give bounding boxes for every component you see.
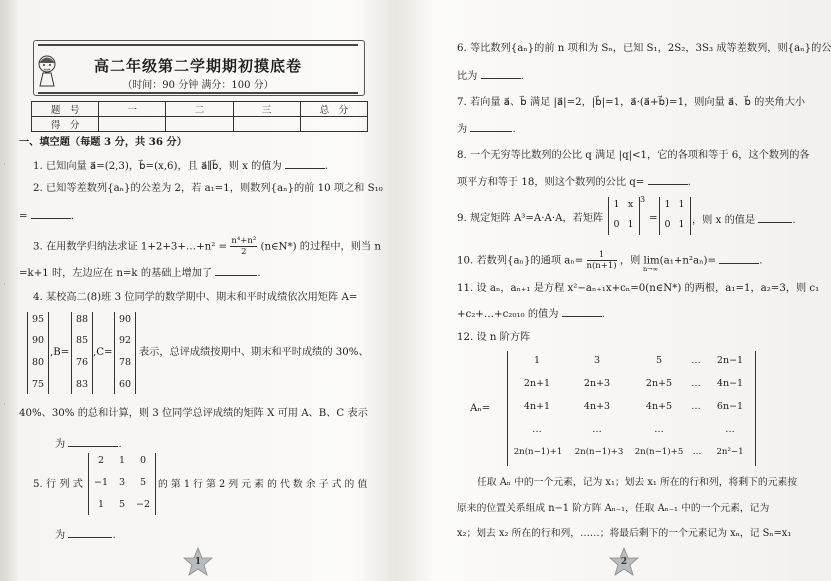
limit-subscript: n→∞ <box>643 265 659 273</box>
question-3-line2: =k+1 时，左边应在 n=k 的基础上增加了 . <box>19 265 261 281</box>
question-5-line2: 为 . <box>55 527 116 543</box>
answer-blank[interactable] <box>215 265 257 276</box>
matrix-a-cell: 75 <box>31 379 45 390</box>
matrix-an-cell: … <box>691 378 701 389</box>
matrix-b-label: ,B= <box>50 347 70 358</box>
matrix-an-cell: … <box>692 447 702 457</box>
question-10: 10. 若数列{aₙ}的通项 aₙ= $\frac{1}{n(n+1)}$ ，则 lim(a₁+n²aₙ)= . <box>457 250 763 271</box>
title-header <box>38 44 358 94</box>
question-1: 1. 已知向量 a⃗=(2,3)，b⃗=(x,6)，且 a⃗∥b⃗，则 x 的值为 . <box>33 158 328 174</box>
question-8-line1: 8. 一个无穷等比数列的公比 q 满足 |q|<1，它的各项和等于 6，这个数列的各 <box>457 150 810 161</box>
question-6-line2: 比为 . <box>457 68 524 84</box>
question-6-line2-text: 比为 <box>457 71 478 82</box>
matrix-an-cell: 2n²−1 <box>716 447 744 457</box>
score-input-cell[interactable] <box>300 117 367 132</box>
matrix-an-cell: 6n−1 <box>716 401 744 412</box>
question-5-tail: 的 第 1 行 第 2 列 元 素 的 代 数 余 子 式 的 值 <box>158 479 368 490</box>
question-4-line4: 为 . <box>55 436 122 452</box>
question-9-tail-text: ，则 x 的值是 <box>692 215 756 226</box>
determinant-cell: 1 <box>118 455 126 466</box>
matrix-c-cell: 78 <box>118 357 132 368</box>
question-4-line1: 4. 某校高二(8)班 3 位同学的数学期中、期末和平时成绩依次用矩阵 A= <box>33 292 358 303</box>
matrix-b <box>71 312 93 394</box>
matrix-an-cell: 2n(n−1)+3 <box>574 447 624 457</box>
matrix-an-cell: 1 <box>533 355 541 366</box>
matrix-b-cell: 85 <box>75 335 89 346</box>
matrix-b-cell: 83 <box>75 379 89 390</box>
matrix-an-cell: 2n+3 <box>583 378 611 389</box>
question-1-text: 1. 已知向量 a⃗=(2,3)，b⃗=(x,6)，且 a⃗∥b⃗，则 x 的值为 <box>33 161 282 172</box>
matrix-cell: 1 <box>664 199 671 210</box>
matrix-an-cell: … <box>654 424 664 435</box>
fraction-denominator: 2 <box>241 247 247 257</box>
question-10-lead: 10. 若数列{aₙ}的通项 aₙ= <box>457 255 584 267</box>
fraction-numerator: 1 <box>587 250 617 261</box>
question-3-tail: (n∈N*) 的过程中，则当 n <box>260 241 381 253</box>
right-page <box>395 0 831 581</box>
question-3-fraction <box>230 236 257 257</box>
table-cell: 三 <box>233 102 300 117</box>
answer-blank[interactable] <box>31 208 71 219</box>
determinant-cell: −2 <box>135 499 150 510</box>
page-edge <box>0 0 18 581</box>
determinant <box>88 453 156 515</box>
answer-blank[interactable] <box>68 436 118 447</box>
determinant-cell: 2 <box>97 455 105 466</box>
page-number: 1 <box>194 557 202 567</box>
table-cell: 得 分 <box>32 117 99 132</box>
matrix-an-label: Aₙ= <box>470 403 491 414</box>
question-5-lead: 5. 行 列 式 <box>33 479 83 490</box>
question-6-line1: 6. 等比数列{aₙ}的前 n 项和为 Sₙ，已知 S₁，2S₂，3S₃ 成等差数列，则{aₙ}的公 <box>457 43 831 54</box>
matrix-cell: 1 <box>627 219 634 230</box>
question-7-line2-text: 为 <box>457 124 468 135</box>
answer-blank[interactable] <box>562 306 602 317</box>
determinant-cell: 5 <box>118 499 126 510</box>
determinant-cell: 0 <box>139 455 147 466</box>
matrix-an-cell: 2n(n−1)+5 <box>634 447 684 457</box>
score-table-score-row <box>32 117 368 132</box>
edge-mark: · <box>3 160 6 170</box>
matrix-exponent: 3 <box>640 195 646 204</box>
question-7-line1: 7. 若向量 a⃗、b⃗ 满足 |a⃗|=2，|b⃗|=1，a⃗·(a⃗+b⃗)=1，则向量 a⃗、b⃗ 的夹角大小 <box>457 97 806 108</box>
question-8-line2-text: 项平方和等于 18，则这个数列的公比 q= <box>457 177 645 188</box>
matrix-a <box>27 312 49 394</box>
matrix-cell: 0 <box>664 219 671 230</box>
matrix-a-cell: 95 <box>31 314 45 325</box>
matrix-an-cell: … <box>725 424 735 435</box>
determinant-cell: 1 <box>97 499 105 510</box>
matrix-cell: 1 <box>678 199 685 210</box>
exam-title: 高二年级第二学期期初摸底卷 <box>93 57 302 75</box>
question-12-line3: x₂；划去 x₂ 所在的行和列，……；将最后剩下的一个元素记为 xₙ，记 Sₙ=x₁ <box>457 528 792 539</box>
matrix-cell: 1 <box>613 199 620 210</box>
matrix-b-cell: 88 <box>75 314 89 325</box>
question-12-line2: 原来的位置关系组成 n−1 阶方阵 Aₙ₋₁，任取 Aₙ₋₁ 中的一个元素，记为 <box>457 503 770 514</box>
question-4-line4-text: 为 <box>55 439 66 450</box>
table-cell: 总 分 <box>300 102 367 117</box>
matrix-c-cell: 90 <box>118 314 132 325</box>
matrix-an-cell: … <box>592 424 602 435</box>
table-cell: 一 <box>99 102 166 117</box>
question-12-line1: 任取 Aₙ 中的一个元素，记为 x₁；划去 x₁ 所在的行和列，将剩下的元素按 <box>477 477 798 488</box>
section-heading: 一、填空题（每题 3 分，共 36 分） <box>19 136 187 148</box>
edge-mark: · <box>3 400 6 410</box>
matrix-b-cell: 76 <box>75 357 89 368</box>
matrix-an-cell: … <box>691 401 701 412</box>
matrix-c-cell: 60 <box>118 379 132 390</box>
left-page <box>0 0 395 581</box>
fraction-denominator: n(n+1) <box>586 261 617 271</box>
determinant-cell: 3 <box>118 477 126 488</box>
determinant-cell: 5 <box>139 477 147 488</box>
matrix-a-cell: 80 <box>31 357 45 368</box>
matrix-9-right <box>659 197 691 235</box>
matrix-an-cell: 4n−1 <box>716 378 744 389</box>
question-9-tail: ，则 x 的值是 . <box>692 212 796 228</box>
matrix-c-cell: 92 <box>118 335 132 346</box>
question-3-lead: 3. 在用数学归纳法求证 1+2+3+…+n² = <box>33 241 228 253</box>
question-2-equals: = <box>19 211 28 222</box>
matrix-c-label: ,C= <box>93 347 113 358</box>
question-11-line2-text: +c₂+…+c₂₀₁₀ 的值为 <box>457 309 559 320</box>
answer-blank[interactable] <box>68 527 112 538</box>
matrix-a-cell: 90 <box>31 335 45 346</box>
matrix-an-cell: 4n+5 <box>645 401 673 412</box>
girl-mascot-icon <box>34 52 60 88</box>
page-number: 2 <box>620 557 628 567</box>
question-2-line2: = . <box>19 208 74 224</box>
question-4-line3: 40%、30% 的总和计算，则 3 位同学总评成绩的矩阵 X 可用 A、B、C 表示 <box>19 408 368 419</box>
fraction-numerator: n⁴+n² <box>231 236 257 246</box>
score-input-cell[interactable] <box>166 117 233 132</box>
matrix-an-cell: 2n(n−1)+1 <box>513 447 563 457</box>
answer-blank[interactable] <box>470 121 512 132</box>
matrix-an-cell: 3 <box>593 355 601 366</box>
question-11-line1: 11. 设 aₙ，aₙ₊₁ 是方程 x²−aₙ₊₁x+cₙ=0(n∈N*) 的两根，a₁=1，a₂=3，则 c₁ <box>457 283 820 294</box>
score-table-header-row <box>32 102 368 117</box>
question-10-tail: ，则 lim(a₁+n²aₙ)= <box>619 255 716 267</box>
question-10-fraction <box>587 250 617 271</box>
matrix-an-cell: 5 <box>655 355 663 366</box>
question-5-line2-text: 为 <box>55 530 66 541</box>
matrix-cell: 1 <box>678 219 685 230</box>
matrix-an <box>507 351 756 466</box>
answer-blank[interactable] <box>481 68 521 79</box>
question-3-line2-text: =k+1 时，左边应在 n=k 的基础上增加了 <box>19 268 213 279</box>
table-cell: 二 <box>166 102 233 117</box>
matrix-9-left <box>608 197 640 235</box>
matrix-c <box>114 312 136 394</box>
matrix-an-cell: … <box>691 355 701 366</box>
answer-blank[interactable] <box>648 174 688 185</box>
question-8-line2: 项平方和等于 18，则这个数列的公比 q= . <box>457 174 691 190</box>
exam-subtitle: （时间：90 分钟 满分：100 分） <box>122 80 274 91</box>
answer-blank[interactable] <box>285 158 325 169</box>
matrix-an-cell: 2n+1 <box>523 378 551 389</box>
question-7-line2: 为 . <box>457 121 516 137</box>
question-3-line1 <box>33 236 381 257</box>
matrix-an-cell: … <box>532 424 542 435</box>
matrix-an-cell: 4n+1 <box>523 401 551 412</box>
score-input-cell[interactable] <box>99 117 166 132</box>
table-cell: 题 号 <box>32 102 99 117</box>
question-2-line1: 2. 已知等差数列{aₙ}的公差为 2，若 a₁=1，则数列{aₙ}的前 10 项之和 S₁₀ <box>33 183 383 194</box>
score-table <box>31 101 368 132</box>
question-4-tail: 表示，总评成绩按期中、期末和平时成绩的 30%、 <box>139 347 369 358</box>
answer-blank[interactable] <box>758 212 792 223</box>
question-12-title: 12. 设 n 阶方阵 <box>457 332 531 343</box>
matrix-an-cell: 2n−1 <box>716 355 744 366</box>
score-input-cell[interactable] <box>233 117 300 132</box>
question-11-line2: +c₂+…+c₂₀₁₀ 的值为 . <box>457 306 605 322</box>
matrix-cell: 0 <box>613 219 620 230</box>
question-9-lead: 9. 规定矩阵 A³=A·A·A，若矩阵 <box>457 213 604 224</box>
matrix-cell: x <box>627 199 634 210</box>
edge-mark: · <box>3 280 6 290</box>
matrix-an-cell: 2n+5 <box>645 378 673 389</box>
answer-blank[interactable] <box>719 253 759 264</box>
matrix-an-cell: 4n+3 <box>583 401 611 412</box>
determinant-cell: −1 <box>93 477 108 488</box>
equals-sign: = <box>649 213 658 224</box>
